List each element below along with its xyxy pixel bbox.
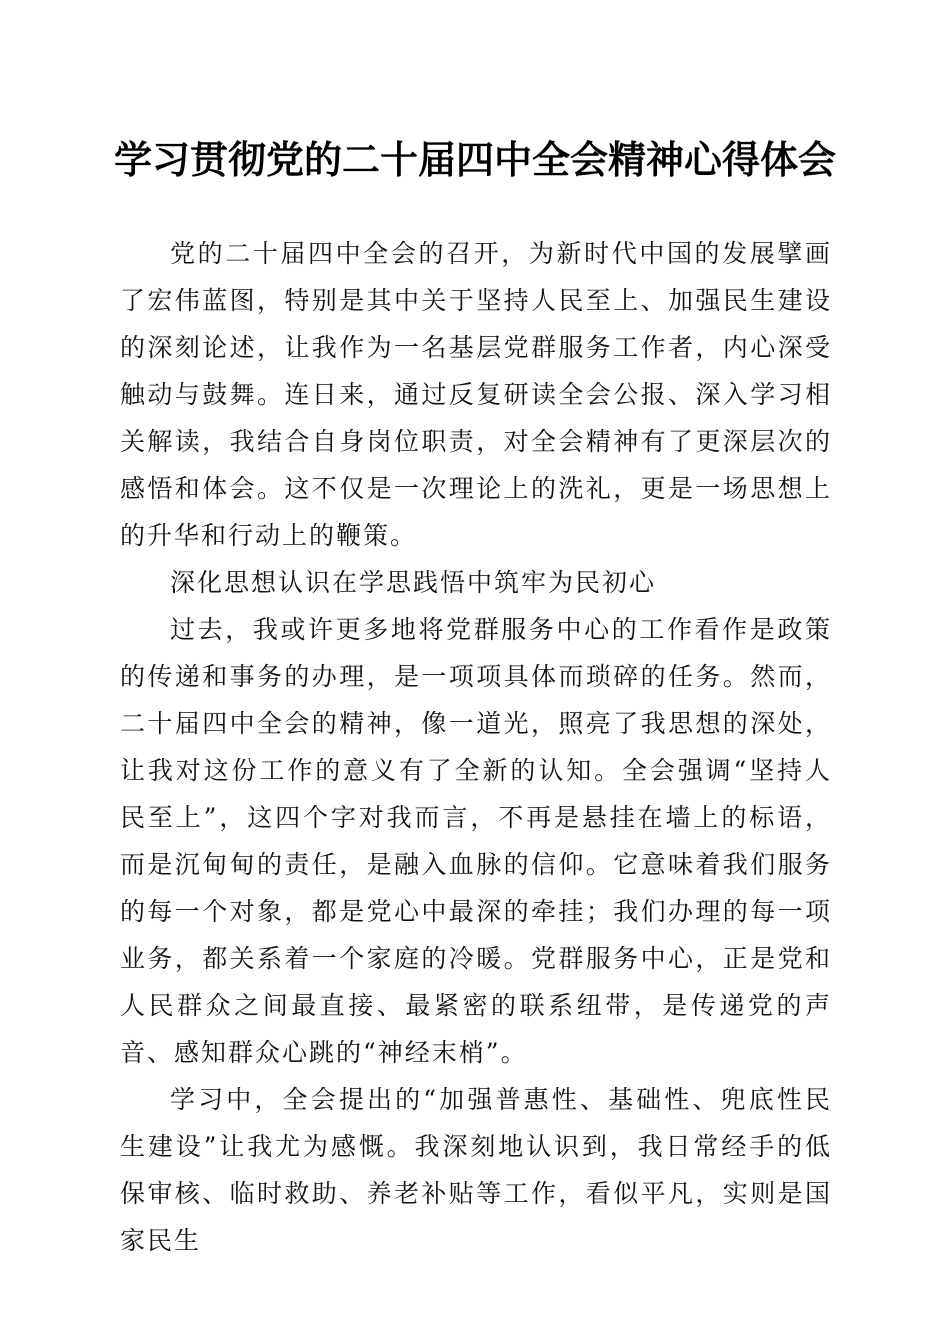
document-body [120,230,832,1264]
paragraph-reflection: 过去，我或许更多地将党群服务中心的工作看作是政策的传递和事务的办理，是一项项具体而琐碎的任务。然而，二十届四中全会的精神，像一道光，照亮了我思想的深处，让我对这份工作的意义有了全新的认知。全会强调“坚持人民至上”，这四个字对我而言，不再是悬挂在墙上的标语，而是沉甸甸的责任，是融入血脉的信仰。它意味着我们服务的每一个对象，都是党心中最深的牵挂；我们办理的每一项业务，都关系着一个家庭的冷暖。党群服务中心，正是党和人民群众之间最直接、最紧密的联系纽带，是传递党的声音、感知群众心跳的“神经末梢”。 [120,615,832,1067]
section-heading: 深化思想认识在学思践悟中筑牢为民初心 [170,568,657,597]
paragraph-intro: 党的二十届四中全会的召开，为新时代中国的发展擘画了宏伟蓝图，特别是其中关于坚持人民至上、加强民生建设的深刻论述，让我作为一名基层党群服务工作者，内心深受触动与鼓舞。连日来，通过反复研读全会公报、深入学习相关解读，我结合自身岗位职责，对全会精神有了更深层次的感悟和体会。这不仅是一次理论上的洗礼，更是一场思想上的升华和行动上的鞭策。 [120,239,832,550]
document-title: 学习贯彻党的二十届四中全会精神心得体会 [113,137,836,182]
paragraph-study: 学习中，全会提出的“加强普惠性、基础性、兜底性民生建设”让我尤为感慨。我深刻地认识到，我日常经手的低保审核、临时救助、养老补贴等工作，看似平凡，实则是国家民生 [120,1085,832,1255]
